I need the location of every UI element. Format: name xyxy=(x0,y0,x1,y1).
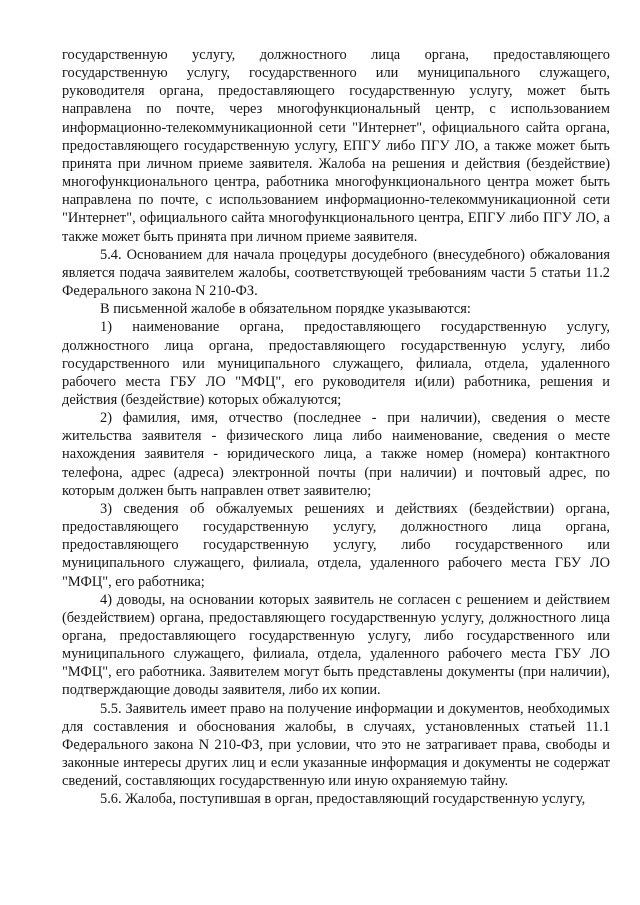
paragraph-5-6: 5.6. Жалоба, поступившая в орган, предоставляющий государственную услугу, xyxy=(100,791,586,808)
paragraph-5-4: 5.4. Основанием для начала процедуры досудебного (внесудебного) обжалования является подача заявителем жалобы, соответствующей требованиям части 5 статьи 11.2 Федерального закона N 210-ФЗ. xyxy=(62,246,610,300)
list-item-2: 2) фамилия, имя, отчество (последнее - при наличии), сведения о месте жительства заявителя - физического лица либо наименование, сведения о месте нахождения заявителя - юридического лица, а также номер (номера) контактного телефона, адрес (адреса) электронной почты (при наличии) и почтовый адрес, по которым должен быть направлен ответ заявителю; xyxy=(62,410,610,499)
paragraph-continuation: государственную услугу, должностного лица органа, предоставляющего государственную услугу, государственного или муниципального служащего, руководителя органа, предоставляющего государственную услугу, может быть направлена по почте, через многофункциональный центр, с использованием информационно-телекоммуникационной сети "Интернет", официального сайта органа, предоставляющего государственную услугу, ЕПГУ либо ПГУ ЛО, а также может быть принята при личном приеме заявителя. Жалоба на решения и действия (бездействие) многофункционального центра, работника многофункционального центра может быть направлена по почте, с использованием информационно-телекоммуникационной сети "Интернет", официального сайта многофункционального центра, ЕПГУ либо ПГУ ЛО, а также может быть принята при личном приеме заявителя. xyxy=(62,47,610,245)
list-item-3: 3) сведения об обжалуемых решениях и действиях (бездействии) органа, предоставляющего государственную услугу, должностного лица органа, предоставляющего государственную услугу, либо государственного или муниципального служащего, филиала, отдела, удаленного рабочего места ГБУ ЛО "МФЦ", его работника; xyxy=(62,500,610,590)
list-item-1: 1) наименование органа, предоставляющего государственную услугу, должностного лица органа, предоставляющего государственную услугу, либо государственного или муниципального служащего, филиала, отдела, удаленного рабочего места ГБУ ЛО "МФЦ", его руководителя и(или) работника, решения и действия (бездействие) которых обжалуются; xyxy=(62,319,610,408)
document-body xyxy=(62,46,610,809)
list-item-4: 4) доводы, на основании которых заявитель не согласен с решением и действием (бездействием) органа, предоставляющего государственную услугу, должностного лица органа, предоставляющего государственную услугу, либо государственного или муниципального служащего, филиала, отдела, удаленного рабочего места ГБУ ЛО "МФЦ", его работника. Заявителем могут быть представлены документы (при наличии), подтверждающие доводы заявителя, либо их копии. xyxy=(62,591,610,699)
paragraph-5-5: 5.5. Заявитель имеет право на получение информации и документов, необходимых для составления и обоснования жалобы, в случаях, установленных статьей 11.1 Федерального закона N 210-ФЗ, при условии, что это не затрагивает права, свободы и законные интересы других лиц и если указанные информация и документы не содержат сведений, составляющих государственную или иную охраняемую тайну. xyxy=(62,700,610,790)
paragraph-complaint-requirements: В письменной жалобе в обязательном порядке указываются: xyxy=(100,301,471,318)
